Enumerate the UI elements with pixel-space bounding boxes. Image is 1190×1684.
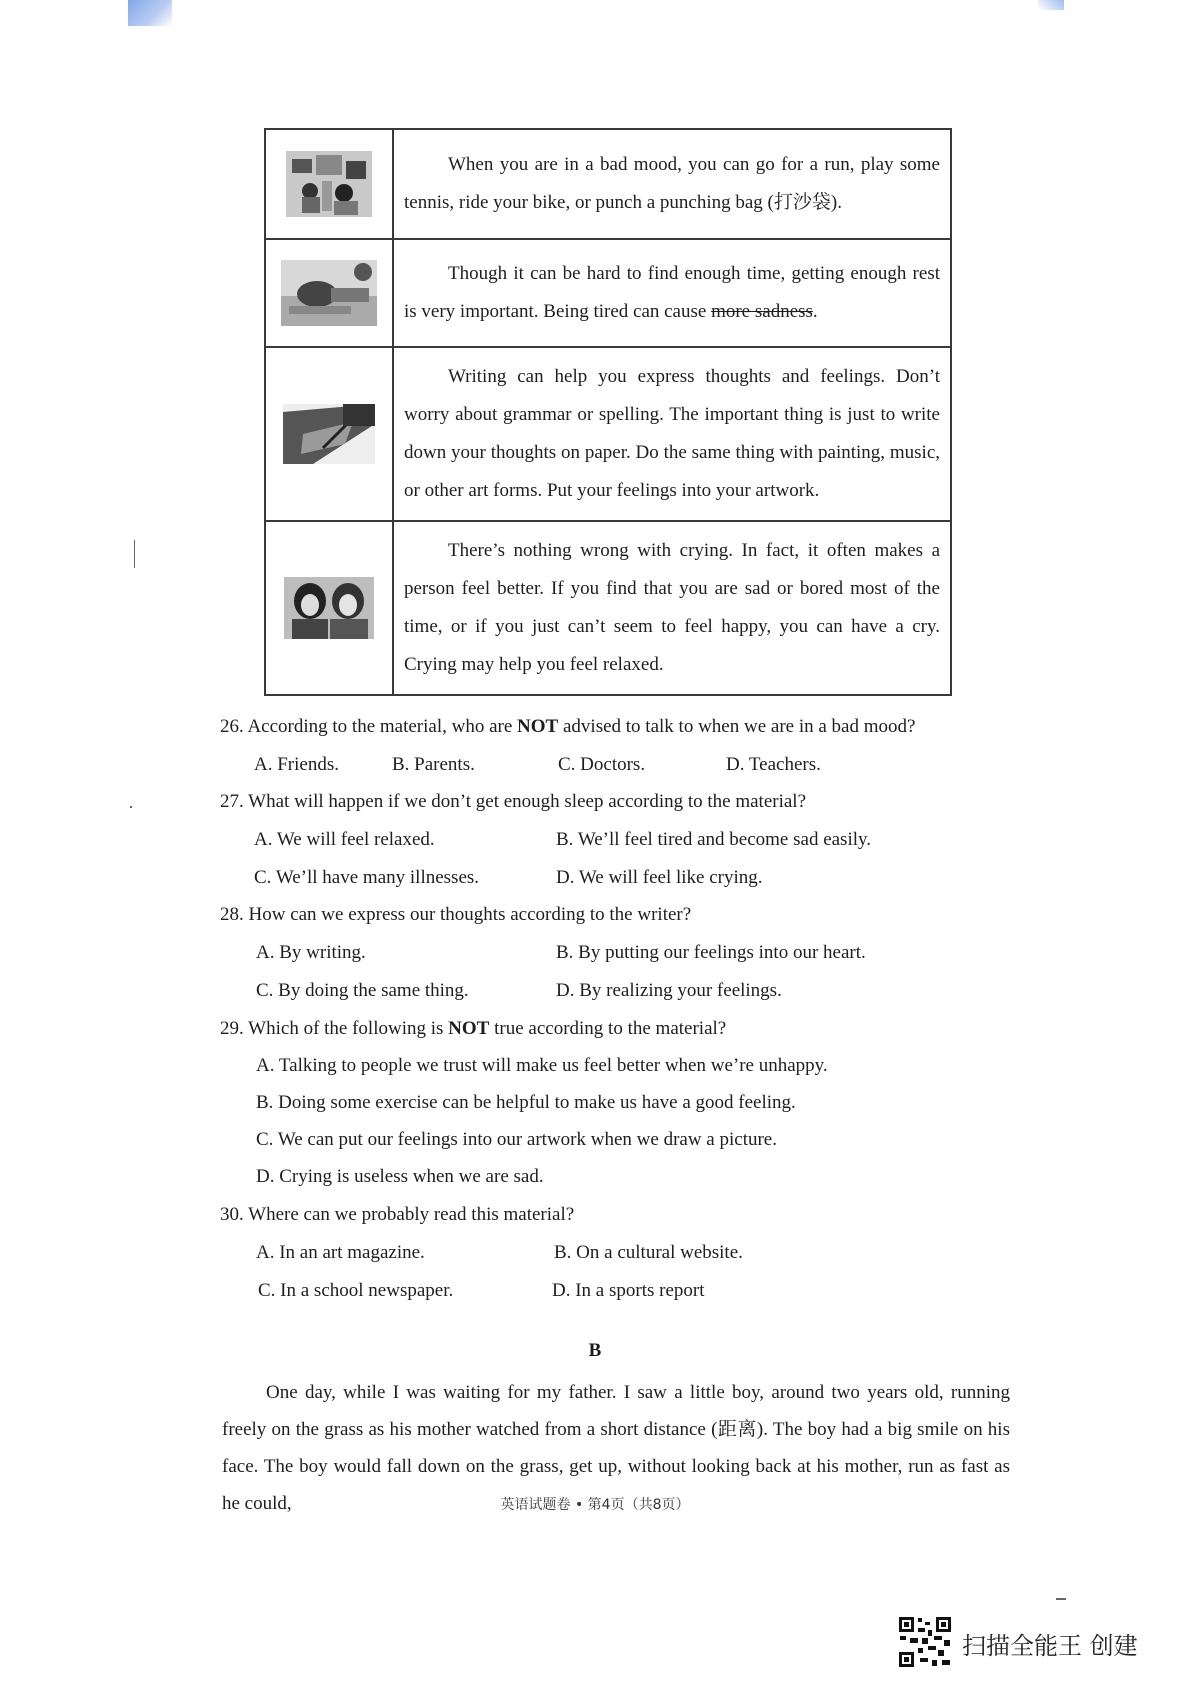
option-d[interactable]: D. By realizing your feelings.: [556, 980, 782, 1001]
question-number: 26.: [220, 716, 244, 737]
sleeping-paragraph-end: .: [812, 301, 818, 322]
option-b[interactable]: B. Parents.: [392, 754, 475, 775]
crying-paragraph: There’s nothing wrong with crying. In fact, it often makes a person feel better. If you find that you are sad or bored most of the time, or if you just can’t seem to feel happy, you can have a cry. Crying may help you feel relaxed.: [404, 540, 940, 675]
option-b[interactable]: B. Doing some exercise can be helpful to make us have a good feeling.: [256, 1092, 796, 1113]
scan-mark: [1056, 1598, 1066, 1600]
question-text: Which of the following is: [248, 1018, 449, 1039]
option-b[interactable]: B. By putting our feelings into our heart.: [556, 942, 866, 963]
question-text-end: advised to talk to when we are in a bad mood?: [558, 716, 916, 737]
exercise-paragraph-cell: [393, 129, 951, 239]
option-c[interactable]: C. We can put our feelings into our artwork when we draw a picture.: [256, 1129, 777, 1150]
question-text: According to the material, who are: [247, 716, 518, 737]
scan-mark: [134, 540, 135, 568]
scan-mark: [130, 806, 132, 808]
question-stem: [220, 904, 691, 926]
emphasis-text: NOT: [448, 1018, 490, 1039]
question-text-end: true according to the material?: [489, 1018, 727, 1039]
option-a[interactable]: A. We will feel relaxed.: [254, 829, 435, 850]
question-text: Where can we probably read this material?: [248, 1204, 575, 1225]
option-d[interactable]: D. Crying is useless when we are sad.: [256, 1166, 544, 1187]
option-d[interactable]: D. We will feel like crying.: [556, 867, 763, 888]
question-number: 27.: [220, 791, 244, 812]
question-number: 30.: [220, 1204, 244, 1225]
sleeping-paragraph-cell: [393, 239, 951, 347]
option-c[interactable]: C. By doing the same thing.: [256, 980, 469, 1001]
question-number: 29.: [220, 1018, 244, 1039]
question-stem: [220, 716, 915, 738]
writing-paragraph: Writing can help you express thoughts and feelings. Don’t worry about grammar or spelling. The important thing is just to write down your thoughts on paper. Do the same thing with painting, music, or other art forms. Put your feelings into your artwork.: [404, 366, 940, 501]
option-d[interactable]: D. In a sports report: [552, 1280, 705, 1301]
passage-paragraph: One day, while I was waiting for my father. I saw a little boy, around two years old, running freely on the grass as his mother watched from a short distance (距离). The boy had a big smile on his face. The boy would fall down on the grass, get up, without looking back at his mother, run as fast as he could,: [222, 1382, 1010, 1514]
scan-edge-shade: [128, 0, 172, 26]
sleeping-paragraph-text: Though it can be hard to find enough time, getting enough rest is very important. Being tired can cause: [404, 263, 940, 322]
question-stem: [220, 791, 806, 813]
option-c[interactable]: C. In a school newspaper.: [258, 1280, 454, 1301]
question-text: What will happen if we don’t get enough sleep according to the material?: [248, 791, 807, 812]
section-heading: B: [588, 1340, 602, 1361]
reading-material-table: [264, 128, 952, 696]
option-a[interactable]: A. Talking to people we trust will make us feel better when we’re unhappy.: [256, 1055, 828, 1076]
option-c[interactable]: C. Doctors.: [558, 754, 646, 775]
crying-paragraph-cell: [393, 521, 951, 695]
option-d[interactable]: D. Teachers.: [726, 754, 821, 775]
question-stem: [220, 1204, 574, 1226]
exercise-photo: [265, 129, 393, 239]
table-row: [265, 129, 951, 239]
question-text: How can we express our thoughts according to the writer?: [248, 904, 692, 925]
question-number: 28.: [220, 904, 244, 925]
option-a[interactable]: A. Friends.: [254, 754, 339, 775]
watermark-text: 扫描全能王 创建: [962, 1632, 1138, 1660]
emphasis-text: NOT: [517, 716, 559, 737]
scan-edge-shade: [1038, 0, 1064, 10]
option-a[interactable]: A. By writing.: [256, 942, 366, 963]
writing-paragraph-cell: [393, 347, 951, 521]
sleeping-photo: [265, 239, 393, 347]
crying-photo: [265, 521, 393, 695]
sleeping-paragraph: [404, 255, 940, 331]
option-b[interactable]: B. We’ll feel tired and become sad easily.: [556, 829, 872, 850]
writing-photo: [265, 347, 393, 521]
question-stem: [220, 1018, 726, 1040]
option-b[interactable]: B. On a cultural website.: [554, 1242, 743, 1263]
exercise-paragraph: When you are in a bad mood, you can go for a run, play some tennis, ride your bike, or punch a punching bag (打沙袋).: [404, 154, 940, 213]
option-a[interactable]: A. In an art magazine.: [256, 1242, 425, 1263]
option-c[interactable]: C. We’ll have many illnesses.: [254, 867, 480, 888]
table-row: [265, 347, 951, 521]
table-row: [265, 521, 951, 695]
struck-text: more sadness: [711, 301, 813, 322]
page-footer: 英语试题卷 • 第4页（共8页）: [500, 1497, 690, 1513]
table-row: [265, 239, 951, 347]
scanner-watermark: [898, 1616, 1168, 1668]
qr-code-icon: [898, 1616, 952, 1668]
